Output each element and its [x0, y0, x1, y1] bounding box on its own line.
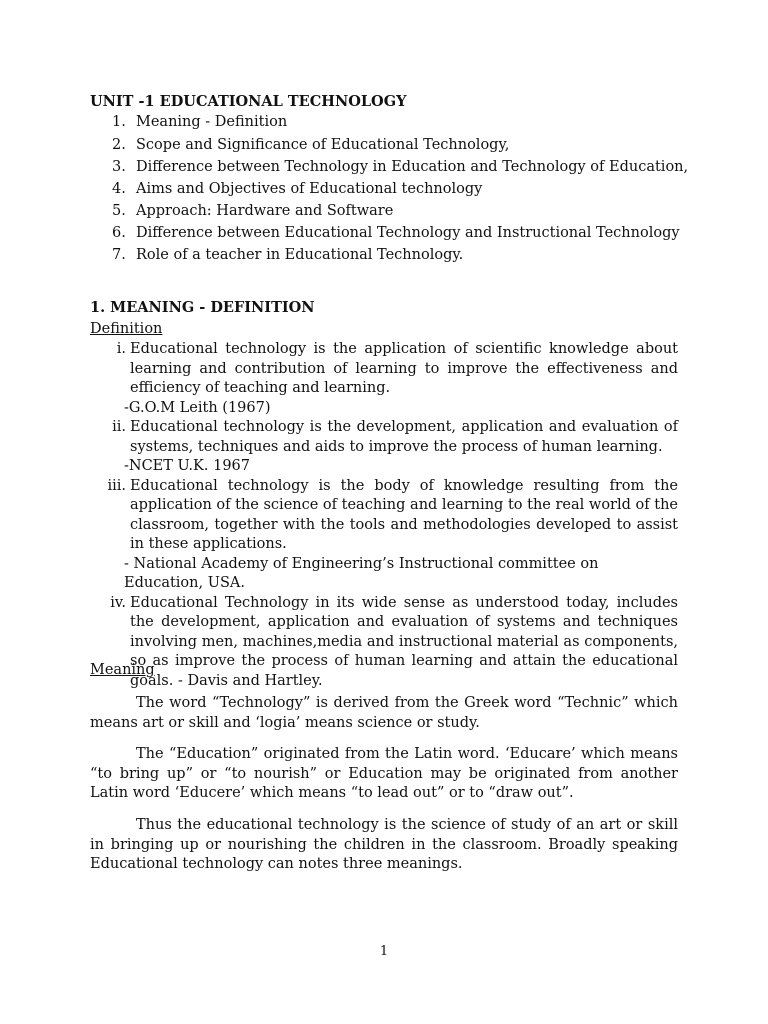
toc-item-text: Role of a teacher in Educational Technology.	[136, 247, 464, 264]
toc-item	[112, 245, 712, 267]
toc-item-text: Approach: Hardware and Software	[136, 203, 394, 220]
definition-source: -NCET U.K. 1967	[124, 458, 250, 474]
toc-item-text: Aims and Objectives of Educational technology	[136, 180, 483, 197]
definition-item	[90, 477, 678, 555]
toc-item-text: Scope and Significance of Educational Technology,	[136, 136, 510, 153]
toc-item	[112, 156, 712, 178]
definition-item	[90, 594, 678, 692]
meaning-paragraph: The “Education” originated from the Latin word. ‘Educare’ which means “to bring up” or “to nourish” or Education may be originated from another Latin word ‘Educere’ which means “to lead out” or to “draw out”.	[90, 746, 678, 801]
definition-source: - National Academy of Engineering’s Instructional committee on Education, USA.	[124, 555, 599, 591]
definition-number: iv.	[110, 594, 126, 611]
toc-item-number: 7.	[112, 247, 126, 264]
toc-item-number: 4.	[112, 180, 126, 197]
definition-text: Educational technology is the development, application and evaluation of systems, techniques and aids to improve the process of human learning.	[130, 419, 678, 455]
toc-item-number: 3.	[112, 158, 126, 175]
definition-text: Educational technology is the application of scientific knowledge about learning and contribution of learning to improve the effectiveness and efficiency of teaching and learning.	[130, 341, 678, 396]
toc-item-text: Difference between Technology in Education and Technology of Education,	[136, 158, 689, 175]
toc-item	[112, 223, 712, 245]
meaning-paragraph: Thus the educational technology is the science of study of an art or skill in bringing up or nourishing the children in the classroom. Broadly speaking Educational technology can notes three meanings.	[90, 817, 678, 872]
definition-text: Educational technology is the body of knowledge resulting from the application of the science of teaching and learning to the real world of the classroom, together with the tools and methodologies developed to assist in these applications.	[130, 477, 678, 552]
definitions-list	[90, 340, 678, 691]
meaning-heading: Meaning	[90, 662, 155, 678]
table-of-contents	[112, 112, 712, 267]
toc-item-number: 5.	[112, 203, 126, 220]
definition-heading: Definition	[90, 321, 163, 337]
toc-item-number: 1.	[112, 114, 126, 131]
page-number: 1	[379, 944, 389, 959]
toc-item	[112, 201, 712, 223]
unit-title: UNIT -1 EDUCATIONAL TECHNOLOGY	[90, 93, 407, 110]
toc-item-number: 2.	[112, 136, 126, 153]
definition-number: ii.	[112, 419, 126, 435]
definition-number: i.	[116, 341, 126, 357]
definition-number: iii.	[107, 477, 126, 494]
definition-text: Educational Technology in its wide sense as understood today, includes the development, application and evaluation of systems and techniques involving men, machines,media and instructional material as components, so as improve the process of human learning and attain the educational goals. - Davis and Hartley.	[130, 594, 678, 689]
toc-item	[112, 134, 712, 156]
toc-item-number: 6.	[112, 225, 126, 242]
toc-item-text: Meaning - Definition	[136, 114, 288, 131]
toc-item	[112, 112, 712, 134]
section-title: 1. MEANING - DEFINITION	[90, 299, 315, 316]
meaning-paragraph: The word “Technology” is derived from the Greek word “Technic” which means art or skill and ‘logia’ means science or study.	[90, 695, 678, 731]
definition-source: -G.O.M Leith (1967)	[124, 399, 271, 416]
definition-item	[90, 418, 678, 457]
toc-item	[112, 179, 712, 201]
toc-item-text: Difference between Educational Technology and Instructional Technology	[136, 225, 680, 242]
definition-item	[90, 340, 678, 399]
